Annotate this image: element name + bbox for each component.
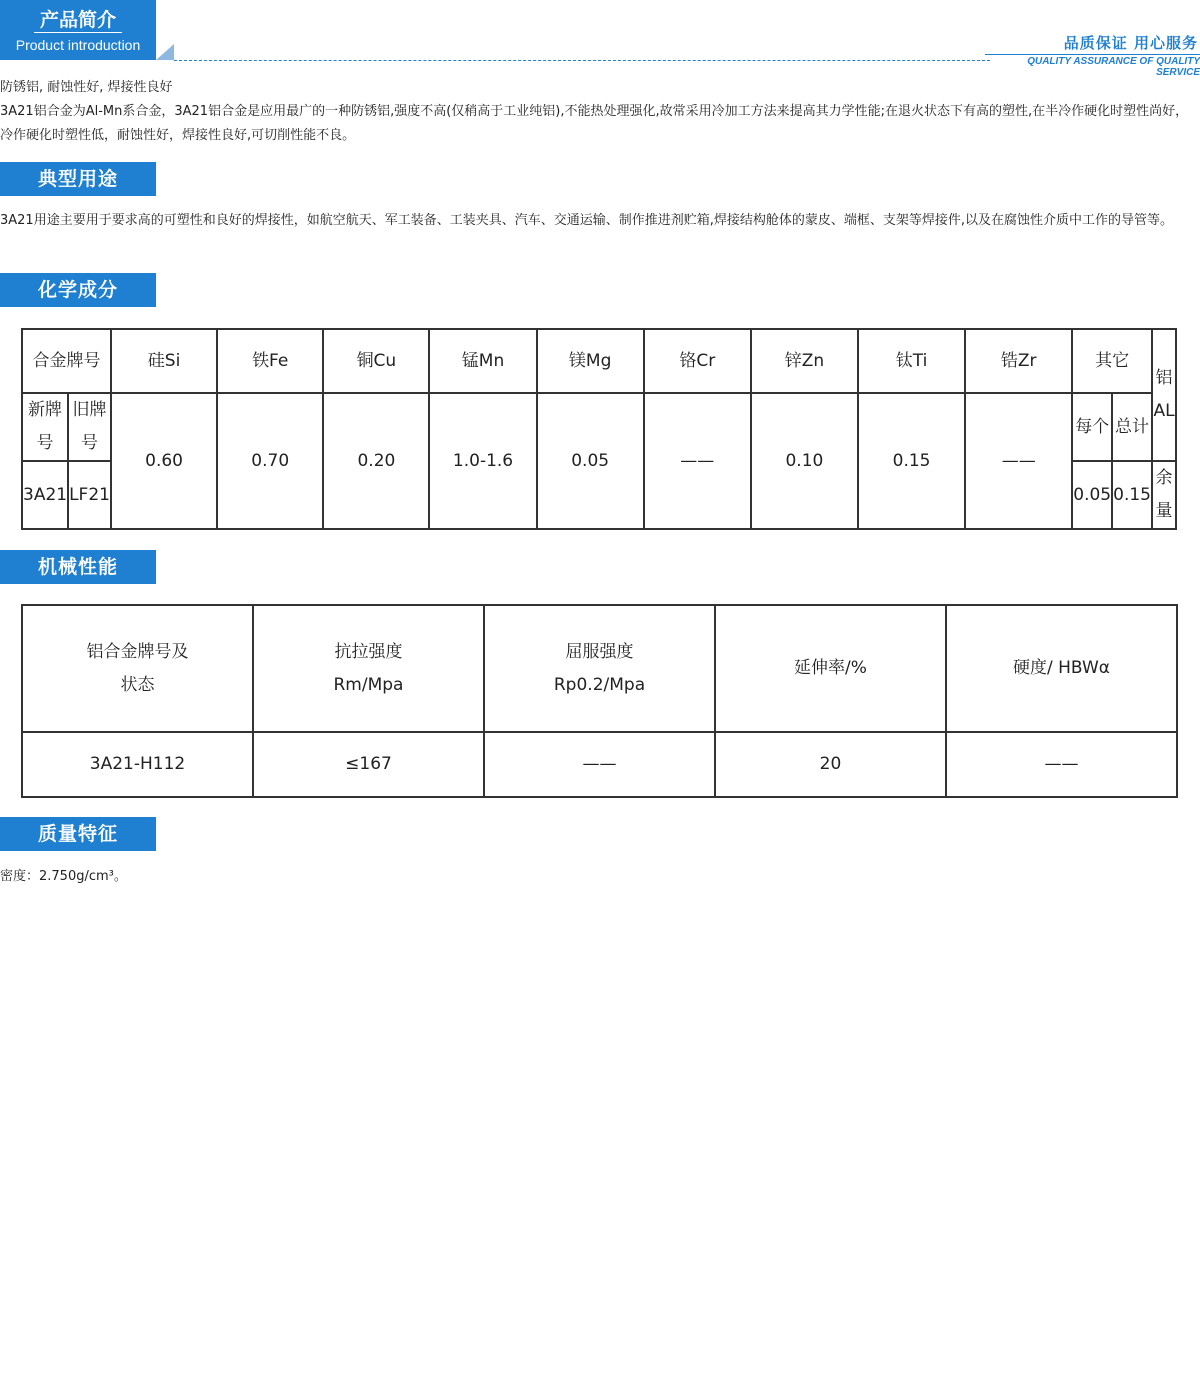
- value-cr: ——: [644, 393, 751, 529]
- mech-value-elongation: 20: [715, 732, 946, 797]
- element-header-zr: 锆Zr: [965, 329, 1072, 393]
- mech-value-grade: 3A21-H112: [22, 732, 253, 797]
- new-grade-value: 3A21: [22, 461, 68, 529]
- intro-text: [0, 76, 1200, 148]
- value-zr: ——: [965, 393, 1072, 529]
- header-triangle-decoration: [156, 44, 174, 60]
- al-header-top: 铝: [1155, 368, 1173, 388]
- section-header-intro: [0, 0, 156, 60]
- section-header-quality: 质量特征: [0, 817, 156, 851]
- mech-header-grade-line1: 铝合金牌号及: [86, 641, 189, 662]
- header-dashed-divider: [174, 60, 990, 61]
- value-mn: 1.0-1.6: [429, 393, 536, 529]
- value-zn: 0.10: [751, 393, 858, 529]
- intro-line-2: 3A21铝合金为Al-Mn系合金，3A21铝合金是应用最广的一种防锈铝,强度不高(仅稍高于工业纯铝),不能热处理强化,故常采用冷加工方法来提高其力学性能;在退火状态下有高的塑性,在半冷作硬化时塑性尚好，冷作硬化时塑性低，耐蚀性好，焊接性良好,可切削性能不良。: [0, 104, 1189, 143]
- mechanical-table: [21, 604, 1178, 798]
- chemical-table: [21, 328, 1177, 530]
- al-value-top: 余: [1155, 468, 1173, 488]
- chem-subheader-row: [22, 393, 1176, 461]
- mech-header-hardness: 硬度/ HBWα: [946, 605, 1177, 732]
- other-each-value: 0.05: [1072, 461, 1112, 529]
- element-header-fe: 铁Fe: [217, 329, 323, 393]
- mech-header-grade-line2: 状态: [120, 674, 155, 695]
- old-grade-value: LF21: [68, 461, 111, 529]
- slogan-cn: 品质保证 用心服务: [1063, 34, 1198, 52]
- old-grade-header: 旧牌号: [68, 393, 111, 461]
- value-si: 0.60: [111, 393, 217, 529]
- slogan-en: QUALITY ASSURANCE OF QUALITY SERVICE: [985, 54, 1200, 78]
- al-header: [1152, 329, 1176, 461]
- al-value-bottom: 量: [1155, 501, 1173, 521]
- new-grade-header: 新牌号: [22, 393, 68, 461]
- section-header-chemical: 化学成分: [0, 273, 156, 307]
- section-header-mechanical: 机械性能: [0, 550, 156, 584]
- other-header: 其它: [1072, 329, 1152, 393]
- page-header: [0, 0, 1200, 78]
- element-header-cr: 铬Cr: [644, 329, 751, 393]
- mech-header-grade: [22, 605, 253, 732]
- element-header-mg: 镁Mg: [537, 329, 644, 393]
- element-header-zn: 锌Zn: [751, 329, 858, 393]
- mech-header-tensile-line1: 抗拉强度: [334, 641, 403, 662]
- quality-text: 密度：2.750g/cm³。: [0, 869, 127, 884]
- element-header-ti: 钛Ti: [858, 329, 965, 393]
- mech-value-tensile: ≤167: [253, 732, 484, 797]
- value-mg: 0.05: [537, 393, 644, 529]
- mech-header-yield: [484, 605, 715, 732]
- value-fe: 0.70: [217, 393, 323, 529]
- slogan: [985, 32, 1200, 78]
- section-header-usage: 典型用途: [0, 162, 156, 196]
- element-header-cu: 铜Cu: [323, 329, 429, 393]
- mech-header-yield-line2: Rp0.2/Mpa: [553, 674, 646, 695]
- mech-value-row: [22, 732, 1177, 797]
- mech-header-row: [22, 605, 1177, 732]
- mech-value-hardness: ——: [946, 732, 1177, 797]
- al-value: [1152, 461, 1176, 529]
- mech-header-tensile-line2: Rm/Mpa: [333, 674, 404, 695]
- mech-value-yield: ——: [484, 732, 715, 797]
- other-total-value: 0.15: [1112, 461, 1152, 529]
- mech-header-tensile: [253, 605, 484, 732]
- other-each-header: 每个: [1072, 393, 1112, 461]
- mech-header-yield-line1: 屈服强度: [565, 641, 634, 662]
- value-cu: 0.20: [323, 393, 429, 529]
- element-header-si: 硅Si: [111, 329, 217, 393]
- alloy-grade-header: 合金牌号: [22, 329, 111, 393]
- intro-line-1: 防锈铝, 耐蚀性好, 焊接性良好: [0, 80, 173, 95]
- al-header-bottom: AL: [1153, 401, 1175, 421]
- value-ti: 0.15: [858, 393, 965, 529]
- intro-title-en: Product introduction: [15, 37, 141, 53]
- element-header-mn: 锰Mn: [429, 329, 536, 393]
- chem-header-row: [22, 329, 1176, 393]
- mech-header-elongation: 延伸率/%: [715, 605, 946, 732]
- usage-text: 3A21用途主要用于要求高的可塑性和良好的焊接性，如航空航天、军工装备、工装夹具、汽车、交通运输、制作推进剂贮箱,焊接结构舱体的蒙皮、端框、支架等焊接件,以及在腐蚀性介质中工作的导管等。: [0, 213, 1173, 228]
- intro-title-cn: 产品简介: [34, 8, 122, 33]
- other-total-header: 总计: [1112, 393, 1152, 461]
